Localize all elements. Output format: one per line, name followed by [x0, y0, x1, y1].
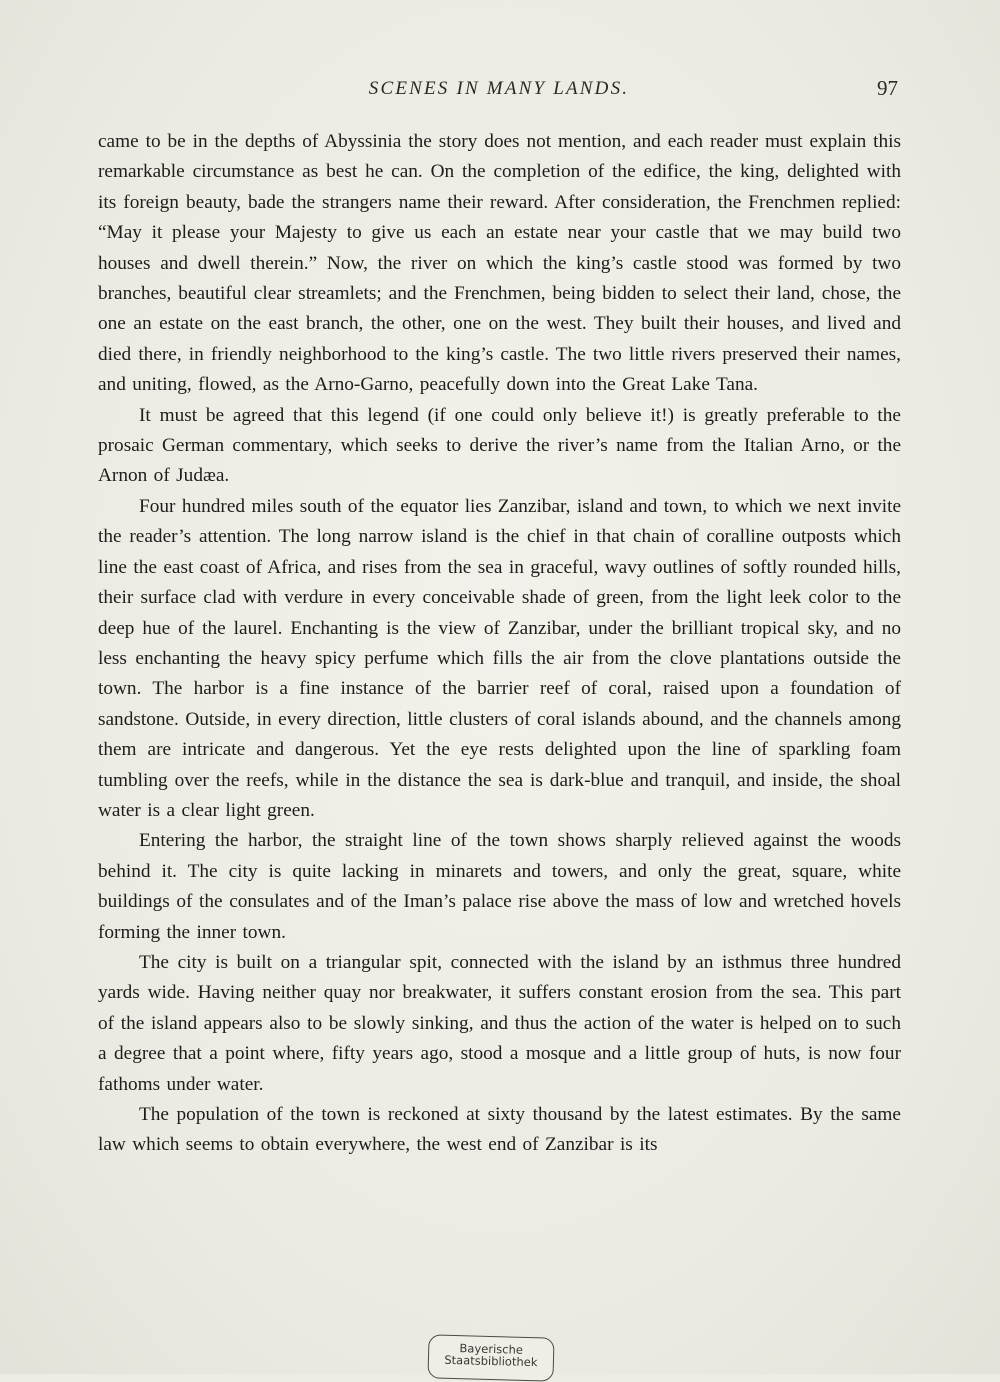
running-head: SCENES IN MANY LANDS. — [368, 78, 630, 99]
paragraph-2: It must be agreed that this legend (if one could only believe it!) is greatly preferable to the prosaic German commentary, which seeks to derive the river’s name from the Italian Arno, or the Arnon of Judæa. — [98, 404, 901, 487]
stamp-line-2: Staatsbibliothek — [444, 1352, 538, 1370]
paragraph-5: The city is built on a triangular spit, connected with the island by an isthmus three hundred yards wide. Having neither quay nor breakwater, it suffers constant erosion from the sea. This part of the island appears also to be slowly sinking, and thus the action of the water is helped on to such a degree that a point where, fifty years ago, stood a mosque and a little group of huts, is now four fathoms under water. — [98, 951, 901, 1095]
paragraph-1: came to be in the depths of Abyssinia the story does not mention, and each reader must explain this remarkable circumstance as best he can. On the completion of the edifice, the king, delighted with its foreign beauty, bade the strangers name their reward. After consideration, the Frenchmen replied: “May it please your Majesty to give us each an estate near your castle that we may build two houses and dwell therein.” Now, the river on which the king’s castle stood was formed by two branches, beautiful clear streamlets; and the Frenchmen, being bidden to select their land, chose, the one an estate on the east branch, the other, one on the west. They built their houses, and lived and died there, in friendly neighborhood to the king’s castle. The two little rivers preserved their names, and uniting, flowed, as the Arno-Garno, peacefully down into the Great Lake Tana. — [98, 131, 901, 396]
library-stamp — [427, 1334, 554, 1381]
page-number: 97 — [877, 76, 898, 100]
paragraph-6: The population of the town is reckoned at sixty thousand by the latest estimates. By the same law which seems to obtain everywhere, the west end of Zanzibar is its — [98, 1104, 901, 1156]
paragraph-3: Four hundred miles south of the equator lies Zanzibar, island and town, to which we next invite the reader’s attention. The long narrow island is the chief in that chain of coralline outposts which line the east coast of Africa, and rises from the sea in graceful, wavy outlines of softly rounded hills, their surface clad with verdure in every conceivable shade of green, from the light leek color to the deep hue of the laurel. Enchanting is the view of Zanzibar, under the brilliant tropical sky, and no less enchanting the heavy spicy perfume which fills the air from the clove plantations outside the town. The harbor is a fine instance of the barrier reef of coral, raised upon a foundation of sandstone. Outside, in every direction, little clusters of coral islands abound, and the channels among them are intricate and dangerous. Yet the eye rests delighted upon the line of sparkling foam tumbling over the reefs, while in the distance the sea is dark-blue and tranquil, and inside, the shoal water is a clear light green. — [98, 495, 901, 821]
body-text — [98, 127, 901, 1161]
stamp-line-1: Bayerische — [459, 1341, 524, 1357]
page-header — [98, 78, 900, 108]
paragraph-4: Entering the harbor, the straight line of the town shows sharply relieved against the woods behind it. The city is quite lacking in minarets and towers, and only the great, square, white buildings of the consulates and of the Iman’s palace rise above the mass of low and wretched hovels forming the inner town. — [98, 830, 901, 943]
